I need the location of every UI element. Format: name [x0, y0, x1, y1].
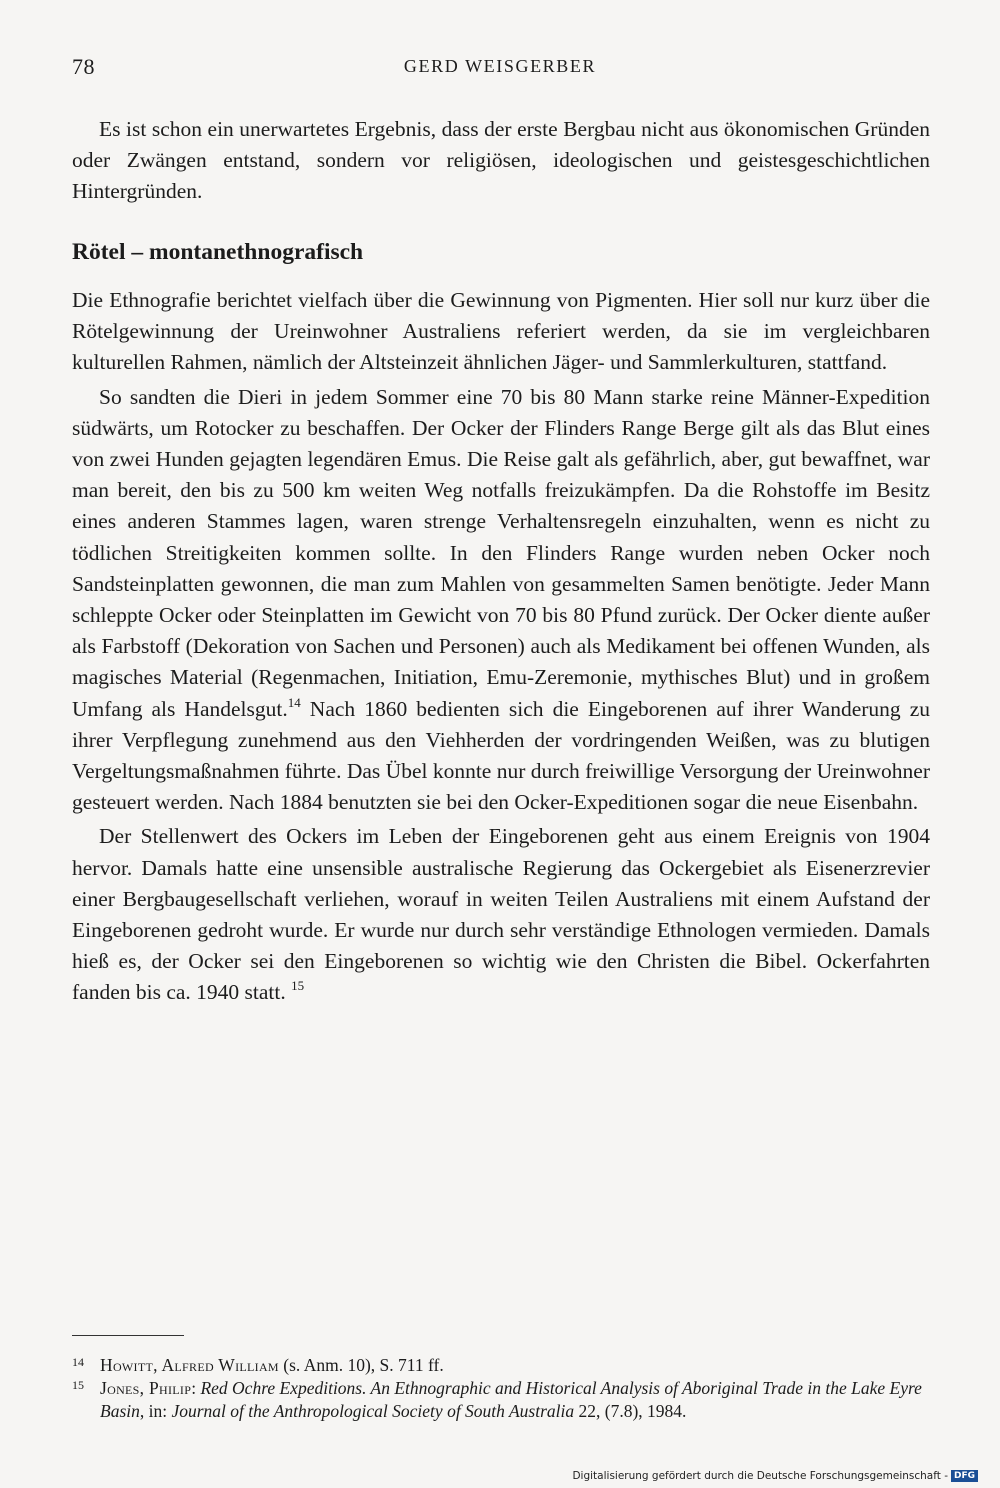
- footnotes: [72, 1354, 930, 1423]
- footnote-rule: [72, 1335, 184, 1336]
- running-head: GERD WEISGERBER: [403, 56, 597, 76]
- footnote-in: , in:: [139, 1401, 172, 1421]
- section-heading: Rötel – montanethnografisch: [72, 239, 364, 265]
- paragraph-3: [72, 821, 930, 1008]
- footnote-15: 15 Jones, Philip: Red Ochre Expeditions. An Ethnographic and Historical Analysis of Aboriginal Trade in the Lake Eyre Basin, in: Journal of the Anthropological Society of South Australia 22, (7.8), 1984.: [72, 1378, 922, 1421]
- footnote-title: Red Ochre Expeditions. An Ethnographic and Historical Analysis of Aboriginal Trade in the Lake Eyre Basin: [100, 1378, 922, 1421]
- digitization-text: Digitalisierung gefördert durch die Deutsche Forschungsgemeinschaft -: [572, 1470, 948, 1482]
- footnote-rest: 22, (7.8), 1984.: [574, 1401, 687, 1421]
- intro-text: [72, 114, 930, 208]
- footnote-separator: :: [191, 1378, 201, 1398]
- dfg-logo-badge[interactable]: DFG: [951, 1470, 978, 1482]
- paragraph-3-text: Der Stellenwert des Ockers im Leben der Eingeborenen geht aus einem Ereignis von 1904 hervor. Damals hatte eine unsensible australische Regierung das Ockergebiet als Eisenerzrevier einer Bergbaugesellschaft verliehen, worauf in weiten Teilen Australiens mit einem Aufstand der Eingeborenen gedroht wurde. Er wurde nur durch sehr verständige Ethnologen vermieden. Damals hieß es, der Ocker sei den Eingeborenen so wichtig wie den Christen die Bibel. Ockerfahrten fanden bis ca. 1940 statt.: [72, 824, 930, 1005]
- footnote-14: 14 Howitt, Alfred William (s. Anm. 10), S. 711 ff.: [72, 1355, 444, 1375]
- intro-paragraph: Es ist schon ein unerwartetes Ergebnis, dass der erste Bergbau nicht aus ökonomischen Gründen oder Zwängen entstand, sondern vor religiösen, ideologischen und geistesgeschichtlichen Hintergründen.: [72, 117, 930, 204]
- footnote-rest: (s. Anm. 10), S. 711 ff.: [278, 1355, 444, 1375]
- paragraph-1: Die Ethnografie berichtet vielfach über die Gewinnung von Pigmenten. Hier soll nur kurz über die Rötelgewinnung der Ureinwohner Australiens referiert werden, da sie im vergleichbaren kulturellen Rahmen, nämlich der Altsteinzeit ähnlichen Jäger- und Sammlerkulturen, stattfand.: [72, 288, 930, 375]
- page-number: 78: [72, 54, 95, 79]
- digitization-credit: [572, 1470, 978, 1482]
- footnote-journal: Journal of the Anthropological Society of South Australia: [171, 1401, 575, 1421]
- footnote-ref-15[interactable]: 15: [291, 978, 305, 994]
- paragraph-2-text-b: Nach 1860 bedienten sich die Eingeborenen auf ihrer Wanderung zu ihrer Verpflegung zunehmend aus den Viehherden der vordringenden Weißen, was zu blutigen Vergeltungsmaßnahmen führte. Das Übel konnte nur durch freiwillige Versorgung der Ureinwohner gesteuert werden. Nach 1884 benutzten sie bei den Ocker-Expeditionen sogar die neue Eisenbahn.: [72, 696, 930, 815]
- footnote-author: Jones, Philip: [100, 1378, 192, 1398]
- footnote-author: Howitt, Alfred William: [100, 1355, 279, 1375]
- paragraph-2-text-a: So sandten die Dieri in jedem Sommer eine 70 bis 80 Mann starke reine Männer-Expedition südwärts, um Rotocker zu beschaffen. Der Ocker der Flinders Range Berge gilt als das Blut eines von zwei Hunden gejagten legendären Emus. Die Reise galt als gefährlich, aber, gut bewaffnet, war man bereit, den bis zu 500 km weiten Weg notfalls freizukämpfen. Da die Rohstoffe im Besitz eines anderen Stammes lagen, waren strenge Verhaltensregeln einzuhalten, wenn es nicht zu tödlichen Streitigkeiten kommen sollte. In den Flinders Range wurden neben Ocker noch Sandsteinplatten gewonnen, die man zum Mahlen von gesammelten Samen benötigte. Jeder Mann schleppte Ocker oder Steinplatten im Gewicht von 70 bis 80 Pfund zurück. Der Ocker diente außer als Farbstoff (Dekoration von Sachen und Personen) auch als Medikament bei offenen Wunden, als magisches Material (Regenmachen, Initiation, Emu-Zeremonie, mythisches Blut) und in großem Umfang als Handelsgut.: [72, 384, 930, 721]
- paragraph-2: [72, 382, 930, 819]
- footnote-ref-14[interactable]: 14: [287, 694, 301, 710]
- section-body: [72, 285, 930, 1009]
